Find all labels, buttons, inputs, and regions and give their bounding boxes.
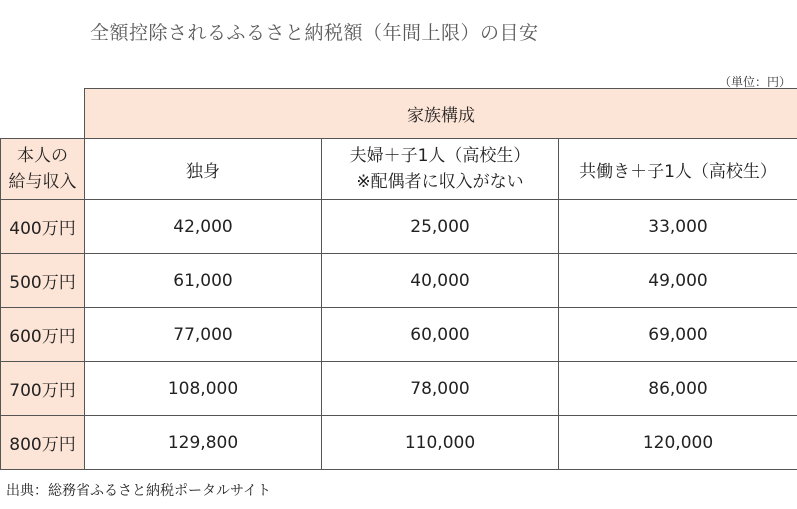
value-cell: 25,000: [322, 200, 559, 254]
column-header-dual-income: [559, 139, 797, 200]
income-cell: 700万円: [1, 362, 85, 416]
income-header: [1, 139, 85, 200]
income-cell: 400万円: [1, 200, 85, 254]
column-header-couple-child-note: ※配偶者に収入がない: [356, 172, 524, 192]
income-cell: 600万円: [1, 308, 85, 362]
value-cell: 110,000: [322, 416, 559, 470]
column-header-couple-child-label: 夫婦＋子1人（高校生）: [349, 146, 531, 166]
value-cell: 60,000: [322, 308, 559, 362]
family-structure-header: 家族構成: [85, 89, 797, 139]
value-cell: 33,000: [559, 200, 797, 254]
income-cell: 500万円: [1, 254, 85, 308]
value-cell: 42,000: [85, 200, 322, 254]
page-title: 全額控除されるふるさと納税額（年間上限）の目安: [90, 22, 539, 44]
table-row: [1, 308, 797, 362]
column-header-single: [85, 139, 322, 200]
value-cell: 78,000: [322, 362, 559, 416]
value-cell: 40,000: [322, 254, 559, 308]
value-cell: 77,000: [85, 308, 322, 362]
value-cell: 69,000: [559, 308, 797, 362]
table-row: [1, 200, 797, 254]
unit-note: （単位：円）: [718, 75, 791, 89]
column-header-dual-income-label: 共働き＋子1人（高校生）: [579, 161, 777, 182]
family-header-row: [1, 89, 797, 139]
income-header-line2: 給与収入: [8, 172, 77, 192]
value-cell: 129,800: [85, 416, 322, 470]
source-note: 出典：総務省ふるさと納税ポータルサイト: [6, 483, 272, 499]
table-row: [1, 416, 797, 470]
table-row: [1, 362, 797, 416]
column-header-couple-child: [322, 139, 559, 200]
column-header-single-label: 独身: [186, 161, 220, 182]
value-cell: 120,000: [559, 416, 797, 470]
tax-limit-table: [0, 88, 797, 470]
corner-cell: [1, 89, 85, 139]
value-cell: 108,000: [85, 362, 322, 416]
value-cell: 86,000: [559, 362, 797, 416]
income-header-line1: 本人の: [17, 146, 68, 166]
income-cell: 800万円: [1, 416, 85, 470]
value-cell: 49,000: [559, 254, 797, 308]
value-cell: 61,000: [85, 254, 322, 308]
column-header-row: [1, 139, 797, 200]
table-row: [1, 254, 797, 308]
